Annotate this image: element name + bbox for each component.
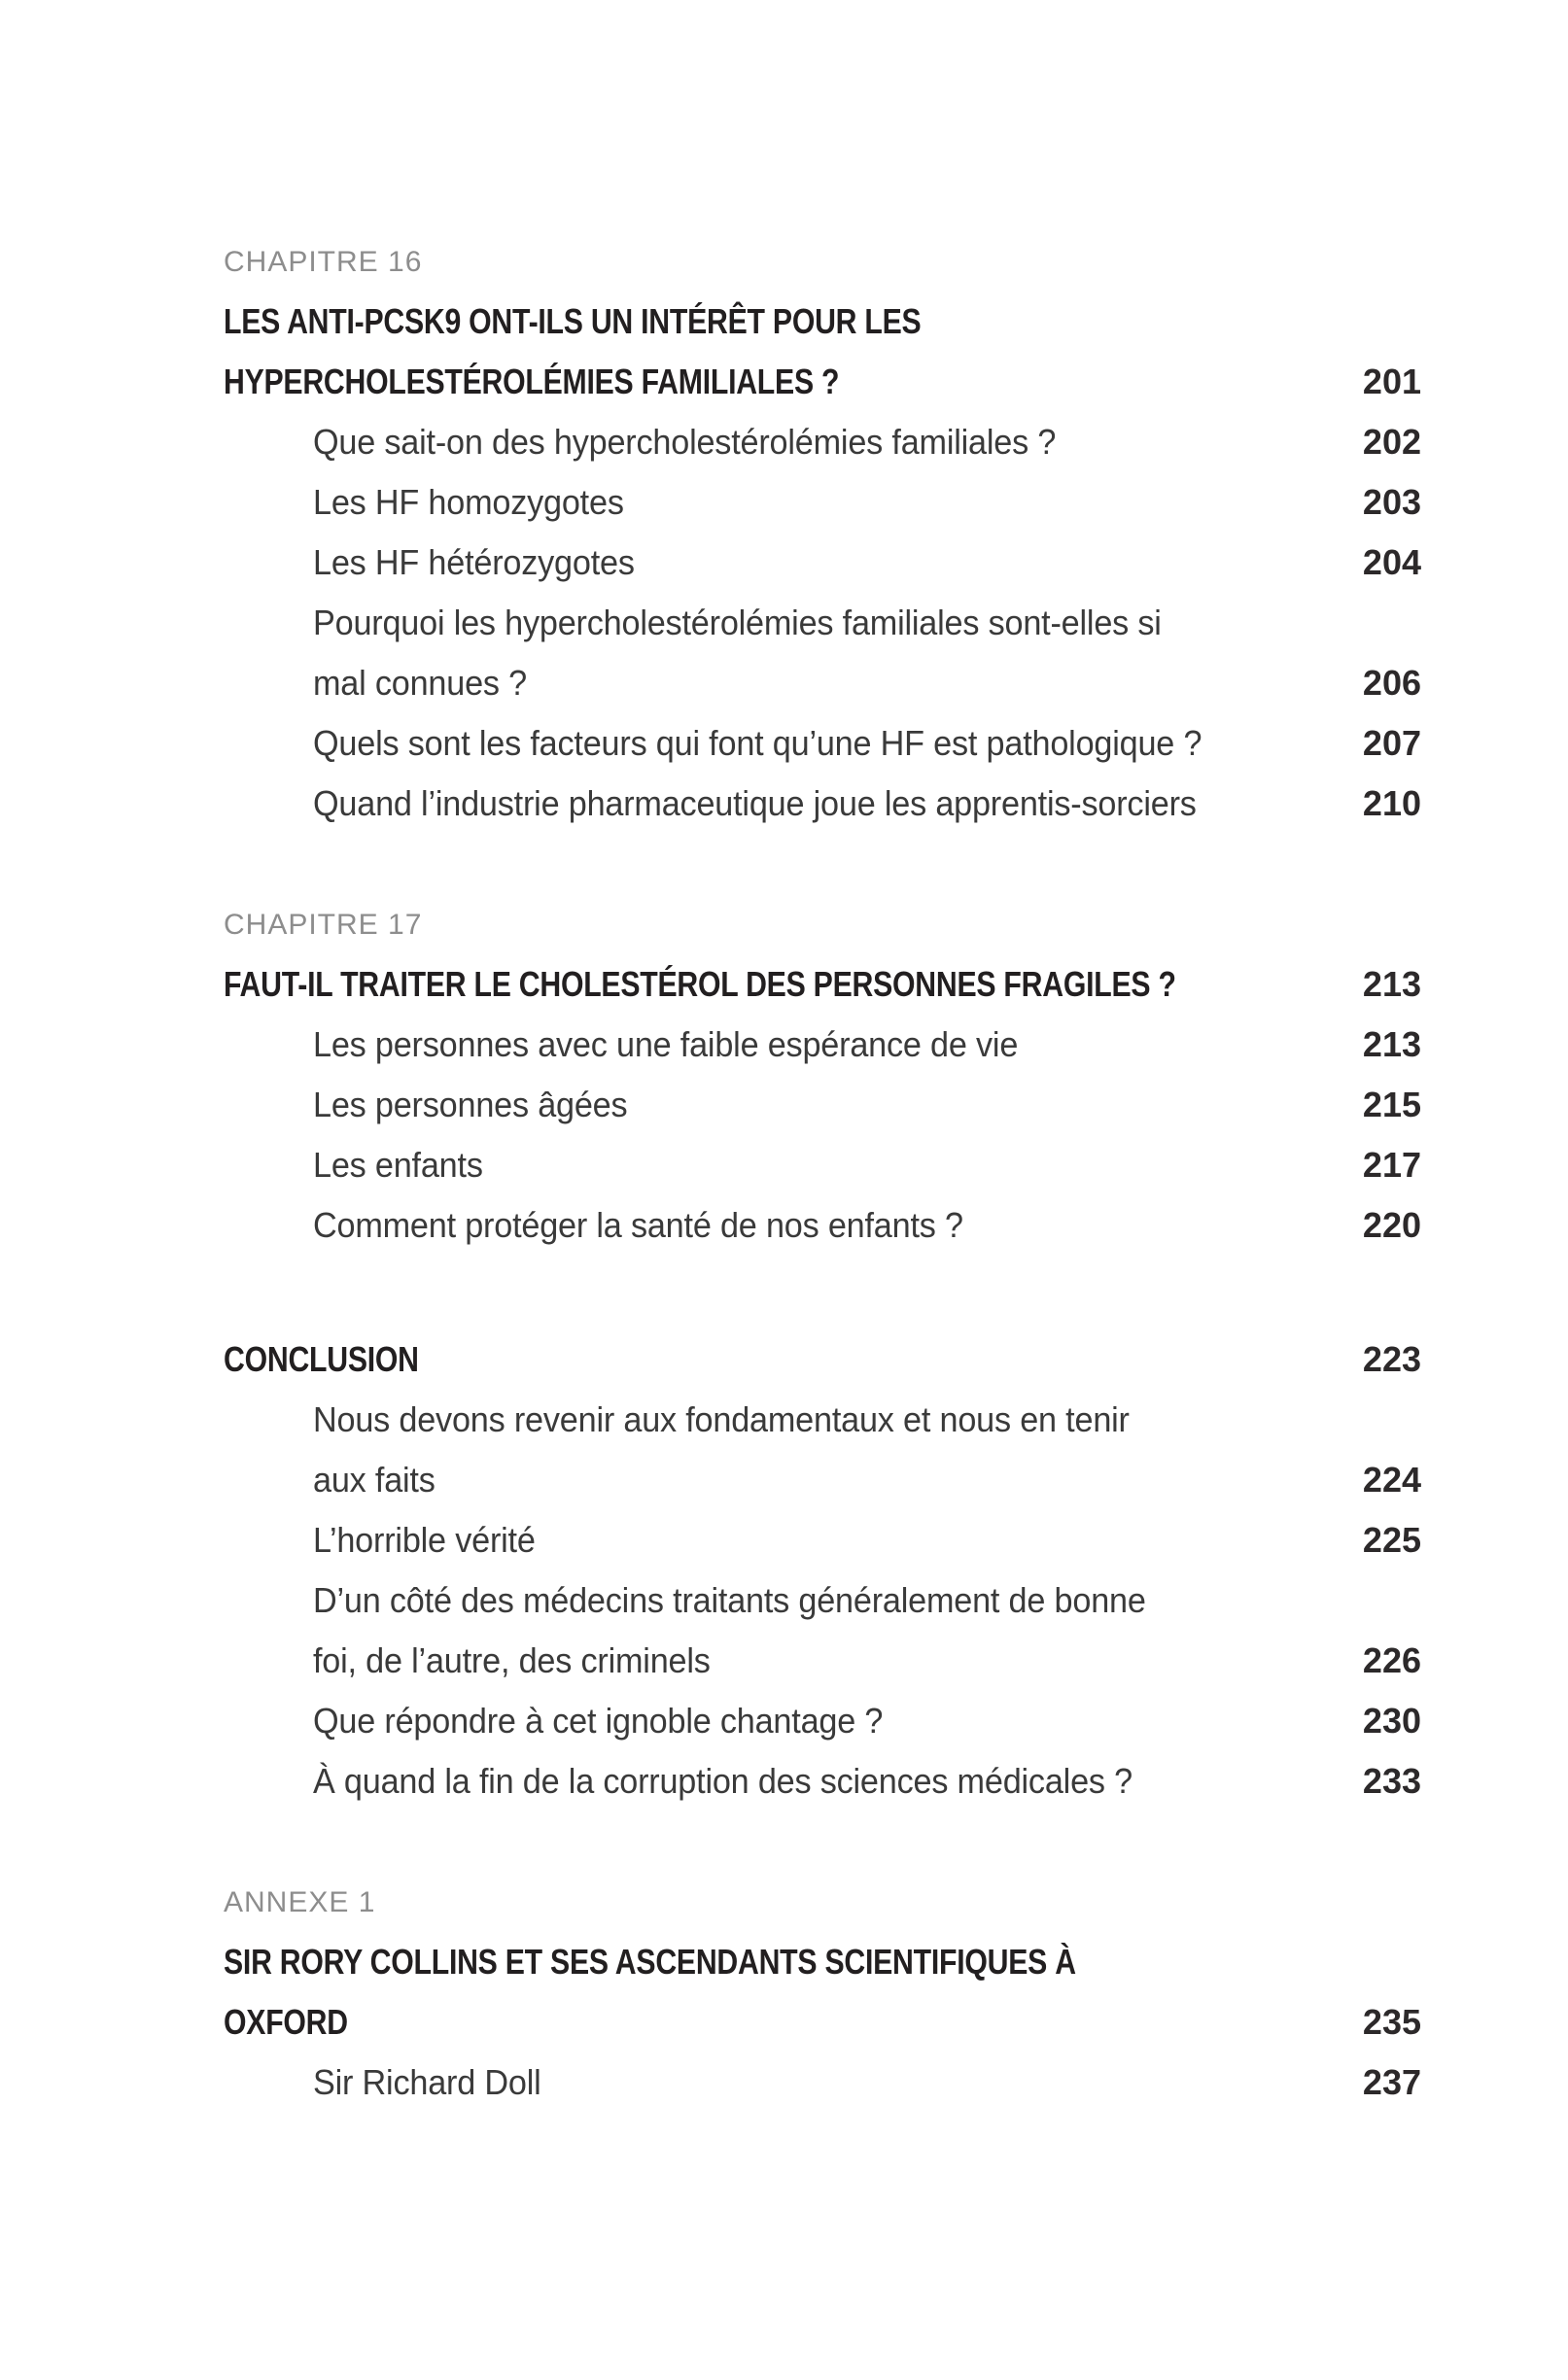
toc-entry-text: Les HF homozygotes <box>313 482 624 522</box>
page-number: 226 <box>1362 1640 1421 1680</box>
toc-entry-line <box>224 1015 1421 1075</box>
page-number: 220 <box>1362 1205 1421 1245</box>
toc-entry-text: Les enfants <box>313 1145 483 1185</box>
page-number: 201 <box>1362 362 1421 401</box>
page-number: 202 <box>1362 422 1421 462</box>
chapter-title-line <box>224 292 1421 352</box>
toc-section <box>224 1885 1421 2113</box>
toc-entry-text: Que sait-on des hypercholestérolémies familiales ? <box>313 422 1057 462</box>
page-number: 215 <box>1362 1085 1421 1124</box>
toc-section <box>224 908 1421 1256</box>
toc-entry-text: foi, de l’autre, des criminels <box>313 1640 711 1680</box>
toc-entry-line <box>224 1691 1421 1751</box>
toc-page <box>224 245 1421 2187</box>
page-number: 235 <box>1362 2002 1421 2042</box>
page-number: 210 <box>1362 783 1421 823</box>
page-number: 223 <box>1362 1339 1421 1379</box>
chapter-label: CHAPITRE 17 <box>224 909 423 941</box>
page-number: 213 <box>1362 1024 1421 1064</box>
toc-entry-line <box>224 1390 1421 1450</box>
page-number: 206 <box>1362 663 1421 703</box>
toc-entry-line <box>224 1195 1421 1256</box>
page-number: 207 <box>1362 723 1421 763</box>
toc-entry-text: Les personnes avec une faible espérance de vie <box>313 1024 1019 1064</box>
chapter-title-text: CONCLUSION <box>224 1339 419 1379</box>
toc-entry-text: Quels sont les facteurs qui font qu’une HF est pathologique ? <box>313 723 1202 763</box>
chapter-title-line <box>224 1992 1421 2052</box>
toc-entry-text: L’horrible vérité <box>313 1520 536 1560</box>
page-number: 213 <box>1362 964 1421 1004</box>
toc-entry-text: Les personnes âgées <box>313 1085 628 1124</box>
toc-entry-line <box>224 1510 1421 1570</box>
toc-entry-line <box>224 472 1421 533</box>
toc-section <box>224 1329 1421 1811</box>
chapter-title-text: HYPERCHOLESTÉROLÉMIES FAMILIALES ? <box>224 362 840 401</box>
toc-entry-line <box>224 1570 1421 1631</box>
page-number: 203 <box>1362 482 1421 522</box>
chapter-title-text: OXFORD <box>224 2002 348 2042</box>
toc-entry-text: Que répondre à cet ignoble chantage ? <box>313 1701 884 1741</box>
page-number: 233 <box>1362 1761 1421 1801</box>
toc-entry-text: Nous devons revenir aux fondamentaux et nous en tenir <box>313 1399 1130 1439</box>
toc-entry-text: Les HF hétérozygotes <box>313 542 635 582</box>
toc-entry-line <box>224 1135 1421 1195</box>
toc-entry-line <box>224 533 1421 593</box>
toc-section <box>224 245 1421 834</box>
toc-entry-line <box>224 2052 1421 2113</box>
page-number: 224 <box>1362 1460 1421 1500</box>
toc-entry-text: Comment protéger la santé de nos enfants ? <box>313 1205 963 1245</box>
toc-entry-line <box>224 1631 1421 1691</box>
chapter-title-line <box>224 1329 1421 1390</box>
page-number: 217 <box>1362 1145 1421 1185</box>
toc-entry-line <box>224 774 1421 834</box>
chapter-title-line <box>224 1932 1421 1992</box>
page-number: 230 <box>1362 1701 1421 1741</box>
chapter-title-line <box>224 954 1421 1015</box>
toc-entry-line <box>224 412 1421 472</box>
toc-entry-text: À quand la fin de la corruption des sciences médicales ? <box>313 1761 1132 1801</box>
toc-entry-line <box>224 713 1421 774</box>
toc-entry-text: D’un côté des médecins traitants généralement de bonne <box>313 1580 1146 1620</box>
chapter-label: ANNEXE 1 <box>224 1886 376 1918</box>
toc-entry-line <box>224 593 1421 653</box>
chapter-title-text: SIR RORY COLLINS ET SES ASCENDANTS SCIENTIFIQUES À <box>224 1942 1076 1982</box>
toc-entry-text: mal connues ? <box>313 663 527 703</box>
toc-entry-line <box>224 1075 1421 1135</box>
toc-entry-text: Sir Richard Doll <box>313 2062 541 2102</box>
toc-entry-text: Pourquoi les hypercholestérolémies familiales sont-elles si <box>313 603 1162 642</box>
chapter-label: CHAPITRE 16 <box>224 246 423 278</box>
toc-entry-text: aux faits <box>313 1460 436 1500</box>
chapter-title-text: FAUT-IL TRAITER LE CHOLESTÉROL DES PERSONNES FRAGILES ? <box>224 964 1176 1004</box>
toc-entry-line <box>224 1751 1421 1811</box>
page-number: 237 <box>1362 2062 1421 2102</box>
toc-entry-line <box>224 653 1421 713</box>
toc-entry-line <box>224 1450 1421 1510</box>
page-number: 225 <box>1362 1520 1421 1560</box>
chapter-title-text: LES ANTI-PCSK9 ONT-ILS UN INTÉRÊT POUR LES <box>224 301 922 341</box>
page-number: 204 <box>1362 542 1421 582</box>
toc-entry-text: Quand l’industrie pharmaceutique joue les apprentis-sorciers <box>313 783 1197 823</box>
chapter-title-line <box>224 352 1421 412</box>
